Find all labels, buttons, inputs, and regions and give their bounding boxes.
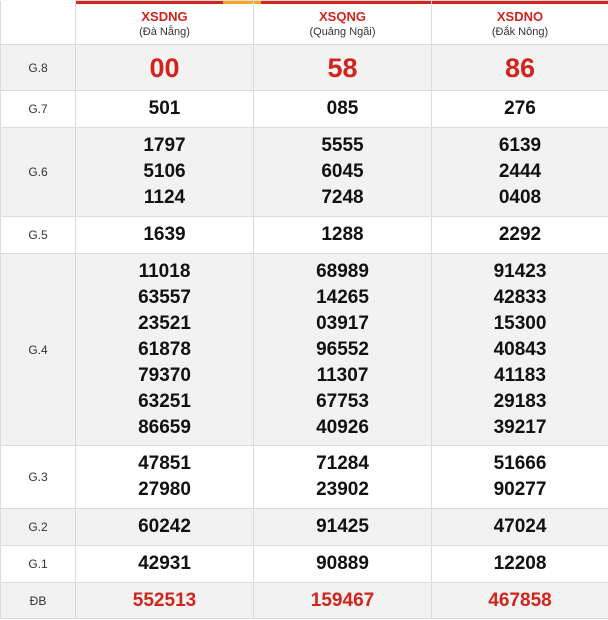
province-name: (Đà Nẵng) xyxy=(139,26,190,38)
province-code[interactable]: XSQNG xyxy=(319,9,366,24)
prize-row-g8 xyxy=(1,45,608,91)
prize-number: 91423 xyxy=(493,260,547,282)
prize-number: 2444 xyxy=(498,161,542,182)
prize-number: 86659 xyxy=(138,416,191,438)
prize-number: 11307 xyxy=(316,364,369,386)
prize-label: G.8 xyxy=(1,45,76,91)
prize-cell xyxy=(254,217,432,254)
prize-label: G.4 xyxy=(1,254,76,446)
prize-label: G.5 xyxy=(1,217,76,254)
prize-cell xyxy=(254,91,432,128)
prize-cell xyxy=(76,446,254,509)
prize-number: 1639 xyxy=(143,224,186,245)
prize-number: 501 xyxy=(148,98,181,119)
prize-number: 23902 xyxy=(316,479,369,500)
prize-number: 1288 xyxy=(321,224,364,245)
prize-number: 14265 xyxy=(316,286,369,308)
prize-number: 00 xyxy=(149,52,180,83)
prize-number: 47024 xyxy=(493,516,547,537)
prize-number: 1124 xyxy=(143,187,186,208)
prize-cell xyxy=(432,509,608,546)
prize-number: 12208 xyxy=(493,553,547,574)
prize-number: 42833 xyxy=(493,286,547,308)
prize-cell xyxy=(76,583,254,619)
prize-cell xyxy=(254,128,432,217)
prize-cell xyxy=(76,509,254,546)
prize-number: 47851 xyxy=(138,453,191,474)
prize-row-g6 xyxy=(1,128,608,217)
province-name: (Quảng Ngãi) xyxy=(309,26,376,38)
prize-cell xyxy=(76,45,254,91)
prize-number: 96552 xyxy=(316,338,369,360)
province-header-daknong[interactable] xyxy=(432,1,608,45)
prize-cell xyxy=(254,546,432,583)
prize-number: 90889 xyxy=(316,553,369,574)
prize-cell xyxy=(76,91,254,128)
prize-number-special: 467858 xyxy=(488,589,552,611)
prize-cell xyxy=(254,254,432,446)
prize-number: 63251 xyxy=(138,390,191,412)
prize-number: 15300 xyxy=(493,312,547,334)
prize-number: 11018 xyxy=(138,260,191,282)
prize-cell xyxy=(254,583,432,619)
prize-number: 42931 xyxy=(138,553,191,574)
prize-number: 5555 xyxy=(321,135,364,156)
prize-label: ĐB xyxy=(1,583,76,619)
prize-number: 5106 xyxy=(143,161,186,182)
prize-number: 27980 xyxy=(138,479,191,500)
prize-label: G.2 xyxy=(1,509,76,546)
prize-number: 6045 xyxy=(321,161,364,182)
prize-label: G.7 xyxy=(1,91,76,128)
prize-row-g1 xyxy=(1,546,608,583)
prize-number: 79370 xyxy=(138,364,191,386)
prize-number: 29183 xyxy=(493,390,547,412)
prize-label: G.6 xyxy=(1,128,76,217)
prize-number: 40926 xyxy=(316,416,369,438)
prize-row-g4 xyxy=(1,254,608,446)
prize-number: 39217 xyxy=(493,416,547,438)
prize-cell xyxy=(432,45,608,91)
prize-row-g2 xyxy=(1,509,608,546)
prize-cell xyxy=(432,128,608,217)
prize-number: 276 xyxy=(504,98,536,119)
prize-number: 2292 xyxy=(498,224,542,245)
province-header-row xyxy=(1,1,608,45)
prize-cell xyxy=(76,217,254,254)
province-code[interactable]: XSDNG xyxy=(141,9,188,24)
prize-cell xyxy=(76,546,254,583)
prize-row-special xyxy=(1,583,608,619)
prize-number-special: 159467 xyxy=(310,589,375,611)
prize-number: 63557 xyxy=(138,286,191,308)
prize-label: G.3 xyxy=(1,446,76,509)
prize-cell xyxy=(432,217,608,254)
prize-label: G.1 xyxy=(1,546,76,583)
prize-number: 085 xyxy=(326,98,359,119)
prize-cell xyxy=(432,546,608,583)
prize-cell xyxy=(432,446,608,509)
prize-cell xyxy=(76,254,254,446)
prize-row-g3 xyxy=(1,446,608,509)
prize-number: 7248 xyxy=(321,187,364,208)
prize-number: 6139 xyxy=(498,135,542,156)
prize-number: 0408 xyxy=(498,187,542,208)
prize-number: 1797 xyxy=(143,135,186,156)
prize-number-special: 552513 xyxy=(132,589,197,611)
prize-row-g5 xyxy=(1,217,608,254)
prize-number: 51666 xyxy=(493,453,547,474)
prize-cell xyxy=(432,254,608,446)
prize-number: 67753 xyxy=(316,390,369,412)
prize-number: 58 xyxy=(327,52,358,83)
prize-cell xyxy=(76,128,254,217)
province-header-danang[interactable] xyxy=(76,1,254,45)
prize-number: 68989 xyxy=(316,260,369,282)
header-corner xyxy=(1,1,76,45)
prize-number: 90277 xyxy=(493,479,547,500)
prize-cell xyxy=(254,446,432,509)
province-header-quangngai[interactable] xyxy=(254,1,432,45)
prize-number: 40843 xyxy=(493,338,547,360)
prize-number: 91425 xyxy=(316,516,369,537)
prize-cell xyxy=(432,91,608,128)
prize-cell xyxy=(432,583,608,619)
prize-number: 41183 xyxy=(494,364,546,386)
prize-number: 86 xyxy=(504,52,536,83)
prize-number: 23521 xyxy=(138,312,191,334)
province-code[interactable]: XSDNO xyxy=(496,9,544,24)
prize-number: 61878 xyxy=(138,338,191,360)
prize-number: 03917 xyxy=(316,312,369,334)
prize-row-g7 xyxy=(1,91,608,128)
prize-number: 71284 xyxy=(316,453,369,474)
prize-cell xyxy=(254,45,432,91)
prize-number: 60242 xyxy=(138,516,191,537)
prize-cell xyxy=(254,509,432,546)
province-name: (Đắk Nông) xyxy=(491,26,549,38)
